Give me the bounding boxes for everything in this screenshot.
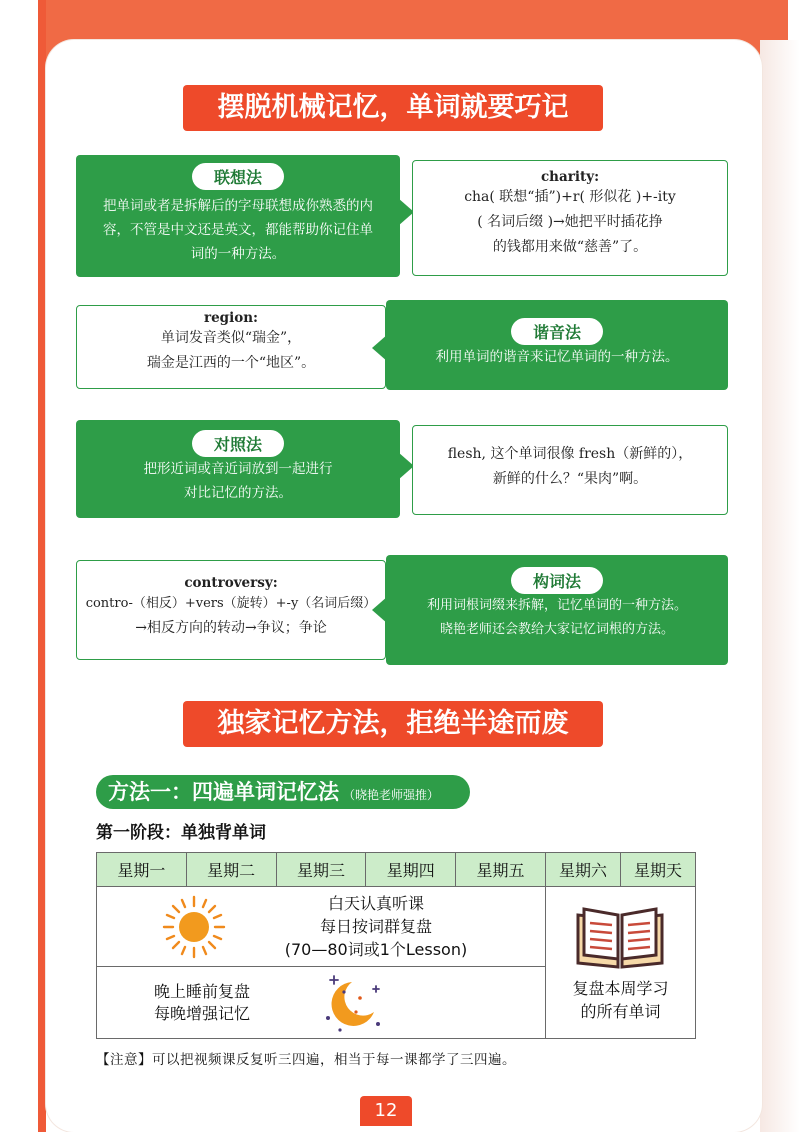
day-plan-line: 白天认真听课 xyxy=(327,894,424,913)
example-card-flesh xyxy=(412,425,728,515)
method-card-duizhao xyxy=(76,420,400,518)
method-desc-line: 把单词或者是拆解后的字母联想成你熟悉的内 xyxy=(103,198,373,214)
day-header: 星期一 xyxy=(97,853,187,887)
sun-icon xyxy=(161,894,227,960)
open-book-icon xyxy=(574,903,666,969)
day-header: 星期二 xyxy=(186,853,276,887)
stage-title: 第一阶段：单独背单词 xyxy=(96,823,266,843)
day-plan-line: (70—80词或1个Lesson) xyxy=(284,940,468,959)
example-line: ( 名词后缀 )→她把平时插花挣 xyxy=(477,214,663,230)
example-line: 新鲜的什么？“果肉”啊。 xyxy=(492,471,648,487)
page-number: 12 xyxy=(360,1096,412,1126)
method-card-goucifa xyxy=(386,555,728,665)
method-one-note: （晓艳老师强推） xyxy=(343,788,440,802)
day-header: 星期六 xyxy=(545,853,620,887)
method-desc-line: 对比记忆的方法。 xyxy=(184,485,292,501)
weekday-night-cell xyxy=(97,967,546,1039)
weekday-day-cell xyxy=(97,887,546,967)
footnote: 【注意】可以把视频课反复听三四遍，相当于每一课都学了三四遍。 xyxy=(96,1052,516,1068)
example-line: 瑞金是江西的一个“地区”。 xyxy=(146,355,316,371)
weekend-cell xyxy=(545,887,695,1039)
example-word: region xyxy=(203,310,254,326)
example-line: →相反方向的转动→争议；争论 xyxy=(135,620,327,636)
example-word: charity xyxy=(540,169,595,185)
night-plan-line: 每晚增强记忆 xyxy=(153,1004,250,1023)
moon-stars-icon xyxy=(322,972,384,1034)
example-card-controversy: controversy: contro-（相反）+vers（旋转）+-y（名词后缀） →相反方向的转动→争议；争论 xyxy=(76,560,386,660)
day-header: 星期天 xyxy=(620,853,695,887)
example-card-charity: charity: cha( 联想“插”)+r( 形似花 )+-ity ( 名词后缀 )→她把平时插花挣 的钱都用来做“慈善”了。 xyxy=(412,160,728,276)
method-card-lianxiang xyxy=(76,155,400,277)
example-line: 的钱都用来做“慈善”了。 xyxy=(492,239,648,255)
method-name: 构词法 xyxy=(511,567,603,594)
day-header: 星期五 xyxy=(456,853,546,887)
weekend-plan-line: 复盘本周学习 xyxy=(572,978,669,998)
method-desc-line: 晓艳老师还会教给大家记忆词根的方法。 xyxy=(439,622,674,637)
page-edge xyxy=(760,40,800,1132)
method-desc-line: 容，不管是中文还是英文，都能帮助你记住单 xyxy=(103,222,373,238)
example-word: controversy xyxy=(184,575,273,591)
day-header: 星期四 xyxy=(366,853,456,887)
method-name: 谐音法 xyxy=(511,318,603,345)
method-desc-line: 把形近词或音近词放到一起进行 xyxy=(143,461,333,477)
example-line: 单词发音类似“瑞金”， xyxy=(160,330,302,346)
method-one-title: 方法一：四遍单词记忆法 xyxy=(108,780,339,804)
day-header: 星期三 xyxy=(276,853,366,887)
weekend-plan-line: 的所有单词 xyxy=(580,1001,661,1021)
method-one-tag xyxy=(96,775,470,809)
example-line: cha( 联想“插”)+r( 形似花 )+-ity xyxy=(464,189,676,205)
method-name: 对照法 xyxy=(192,430,284,457)
example-line: contro-（相反）+vers（旋转）+-y（名词后缀） xyxy=(85,596,377,611)
method-desc-line: 词的一种方法。 xyxy=(190,246,286,262)
method-name: 联想法 xyxy=(192,163,284,190)
banner-top: 摆脱机械记忆，单词就要巧记 xyxy=(183,85,603,131)
method-desc-line: 利用单词的谐音来记忆单词的一种方法。 xyxy=(435,349,679,365)
night-plan-line: 晚上睡前复盘 xyxy=(153,982,250,1001)
left-strip xyxy=(38,0,46,1132)
banner-bottom: 独家记忆方法，拒绝半途而废 xyxy=(183,701,603,747)
day-plan-line: 每日按词群复盘 xyxy=(319,917,432,936)
method-card-xieyin xyxy=(386,300,728,390)
week-schedule-table xyxy=(96,852,696,1039)
example-card-region: region: 单词发音类似“瑞金”， 瑞金是江西的一个“地区”。 xyxy=(76,305,386,389)
example-line: flesh, 这个单词很像 fresh（新鲜的）， xyxy=(447,446,693,462)
method-desc-line: 利用词根词缀来拆解，记忆单词的一种方法。 xyxy=(426,598,687,613)
